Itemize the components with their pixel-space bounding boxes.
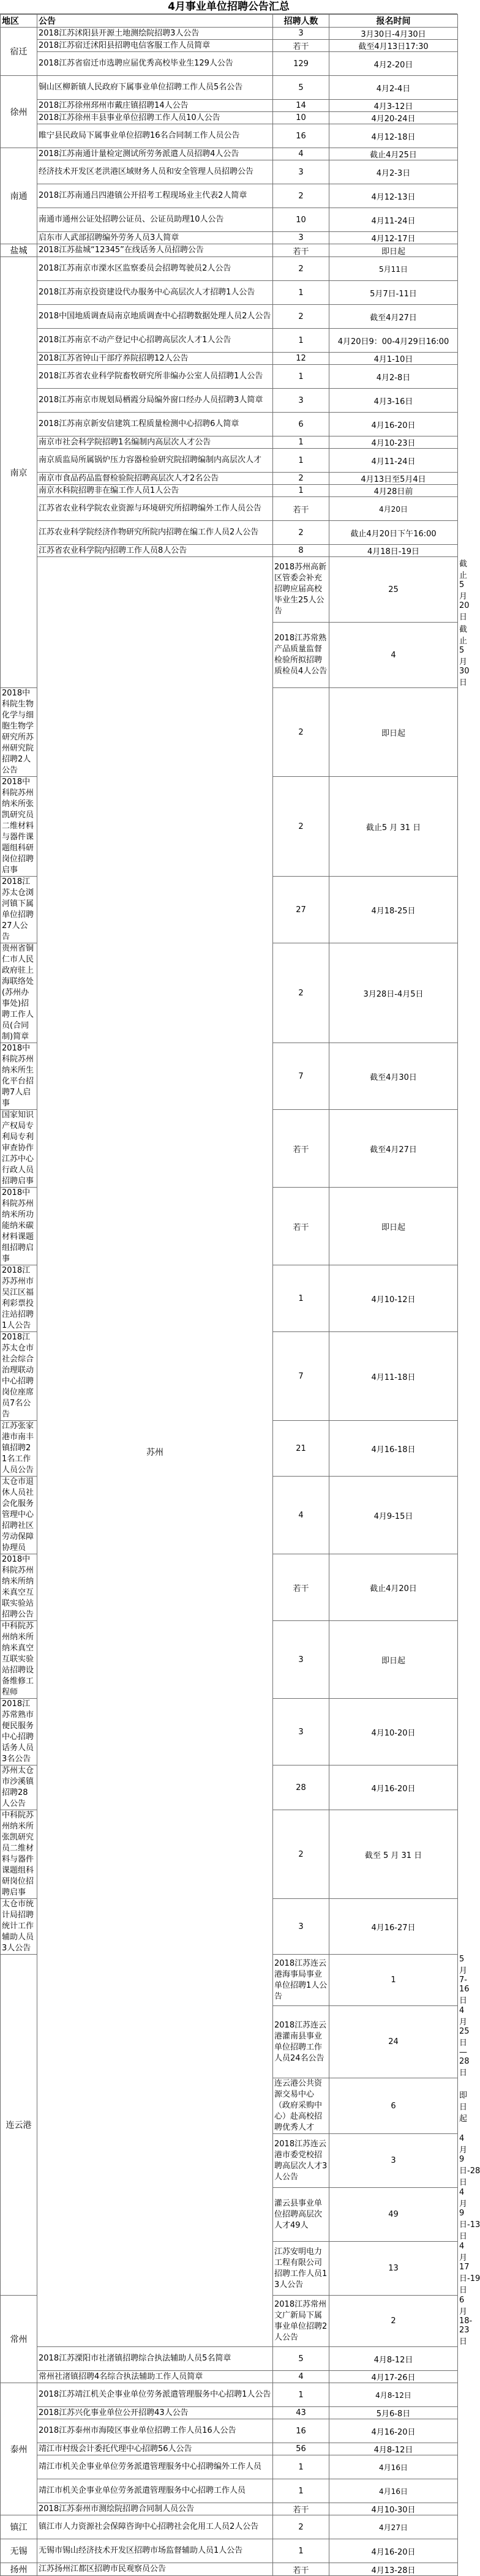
region-cell: 扬州 (1, 2563, 37, 2576)
table-row (1, 2407, 458, 2419)
notice-cell[interactable]: 中科院苏州纳米所张凯研究员二维材料与器件课题组科研岗位招聘启事 (1, 1810, 37, 1899)
time-cell: 4月13日至5月4日 (329, 473, 458, 485)
time-cell: 4月10-30日 (329, 2503, 458, 2515)
count-cell: 若干 (273, 1188, 329, 1265)
time-cell: 截至 5 月 31 日 (329, 1810, 458, 1899)
count-cell: 4 (273, 1477, 329, 1554)
table-row (1, 124, 458, 148)
count-cell: 1 (273, 365, 329, 389)
count-cell: 4 (273, 2371, 329, 2383)
count-cell: 3 (273, 160, 329, 184)
count-cell: 3 (273, 28, 329, 40)
count-cell: 14 (273, 100, 329, 112)
table-row (1, 305, 458, 329)
notice-cell[interactable]: 2018江苏连云港市委党校招聘高层次人才3人公告 (273, 2134, 329, 2188)
time-cell: 截至4月13日17:30 (329, 40, 458, 52)
notice-cell[interactable]: 江苏安明电力工程有限公司招聘工作人员13人公告 (273, 2242, 329, 2296)
time-cell: 截至4月27日 (329, 1110, 458, 1188)
time-cell: 4月13-28日 (329, 2563, 458, 2576)
notice-cell[interactable]: 2018江苏泰州市测绘院招聘合同制人员公告 (37, 2503, 273, 2515)
notice-cell[interactable]: 无锡市锡山经济技术开发区招聘市场监督辅助人员1人公告 (37, 2539, 273, 2563)
count-cell: 3 (273, 1699, 329, 1765)
count-cell: 若干 (273, 497, 329, 521)
notice-cell[interactable]: 常州社渚镇招聘4名综合执法辅助工作人员简章 (37, 2371, 273, 2383)
notice-cell[interactable]: 国家知识产权局专利局专利审查协作江苏中心行政人员招聘启事 (1, 1110, 37, 1188)
notice-cell[interactable]: 2018江苏沭阳县开源土地测绘院招聘3人公告 (37, 28, 273, 40)
region-cell: 常州 (1, 2296, 37, 2383)
table-row (1, 413, 458, 436)
time-cell: 截止4月20日下午16:00 (329, 521, 458, 545)
time-cell: 4月11-24日 (329, 208, 458, 232)
time-cell: 3月28日-4月5日 (329, 943, 458, 1043)
count-cell: 10 (273, 208, 329, 232)
region-cell: 苏州 (37, 557, 273, 2347)
notice-cell[interactable]: 2018江苏苏州市吴江区福利彩票投注站招聘1人公告 (1, 1265, 37, 1332)
time-cell: 4月11-24日 (329, 449, 458, 473)
notice-cell[interactable]: 2018江苏省宿迁市选聘应届优秀高校毕业生129人公告 (37, 52, 273, 76)
table-row (1, 76, 458, 100)
count-cell: 3 (273, 1621, 329, 1699)
table-row (1, 2479, 458, 2503)
table-row (1, 244, 458, 257)
table-row (1, 521, 458, 545)
table-row (1, 28, 458, 40)
time-cell: 4月20日 (329, 497, 458, 521)
time-cell: 4月16-27日 (329, 1899, 458, 1955)
table-row (1, 184, 458, 208)
table-row: 常州 2018江苏常州文广新局下属事业单位招聘2人公告 2 6月18-23日 (1, 2296, 458, 2347)
count-cell: 3 (273, 1899, 329, 1955)
table-header-row (1, 15, 458, 28)
notice-cell[interactable]: 江苏扬州江都区招聘市民观察员公告 (37, 2563, 273, 2576)
table-row: 2018江苏连云港灌南县事业单位招聘工作人员24名公告 24 4月25日—28日 (1, 2006, 458, 2078)
time-cell: 4月12-18日 (329, 124, 458, 148)
notice-cell[interactable]: 贵州省铜仁市人民政府驻上海联络处(苏州办事处)招聘工作人员(合同制)简章 (1, 943, 37, 1043)
time-cell: 4月10-20日 (329, 1699, 458, 1765)
count-cell: 6 (329, 2078, 458, 2134)
count-cell: 2 (273, 521, 329, 545)
count-cell: 49 (329, 2188, 458, 2242)
time-cell: 截止4月20日 (329, 1554, 458, 1621)
table-row (1, 545, 458, 557)
table-row (1, 2371, 458, 2383)
table-row (1, 449, 458, 473)
table-row (1, 160, 458, 184)
notice-cell[interactable]: 2018江苏连云港灌南县事业单位招聘工作人员24名公告 (273, 2006, 329, 2078)
time-cell: 4月16日 (329, 2479, 458, 2503)
count-cell: 3 (273, 389, 329, 413)
count-cell: 43 (273, 2407, 329, 2419)
time-cell: 截至4月27日 (329, 305, 458, 329)
notice-cell[interactable]: 2018江苏溧阳市社渚镇招聘综合执法辅助人员5名简章 (37, 2347, 273, 2371)
notice-cell[interactable]: 2018江苏常熟产品质量监督检验所拟招聘质检员4人公告 (273, 623, 329, 688)
count-cell: 12 (273, 353, 329, 365)
notice-cell[interactable]: 太仓市统计局招聘统计工作辅助人员3人公告 (1, 1899, 37, 1955)
notice-cell[interactable]: 2018江苏泰州市海陵区事业单位招聘工作人员16人公告 (37, 2419, 273, 2443)
count-cell: 13 (329, 2242, 458, 2296)
count-cell: 4 (329, 623, 458, 688)
notice-cell[interactable]: 靖江市机关企事业单位劳务派遣管理服务中心招聘工作人员 (37, 2479, 273, 2503)
count-cell: 7 (273, 1043, 329, 1110)
table-row: 2018江苏常熟产品质量监督检验所拟招聘质检员4人公告 4 截止5月30日 (1, 623, 458, 688)
time-cell: 3月30日-4月30日 (329, 28, 458, 40)
notice-cell[interactable]: 2018江苏太仓浏河镇下属单位招聘27人公告 (1, 877, 37, 943)
time-cell: 4月16-20日 (329, 2419, 458, 2443)
notice-cell[interactable]: 2018江苏南通计量检定测试所劳务派遣人员招聘4人公告 (37, 148, 273, 160)
notice-cell[interactable]: 苏州太仓市沙溪镇招聘28人公告 (1, 1765, 37, 1810)
table-row: 连云港 2018江苏连云港海事局事业单位招聘1人公告 1 5月7-16日 (1, 1955, 458, 2006)
notice-cell[interactable]: 靖江市机关企事业单位劳务派遣管理服务中心招聘编外工作人员 (37, 2455, 273, 2479)
notice-cell[interactable]: 2018中科院苏州纳米所功能纳米碳材料课题组招聘启事 (1, 1188, 37, 1265)
count-cell: 1 (273, 1265, 329, 1332)
count-cell: 若干 (273, 244, 329, 257)
notice-cell[interactable]: 太仓市退休人员社会化服务管理中心招聘社区劳动保障协理员 (1, 1477, 37, 1554)
table-row (1, 2539, 458, 2563)
notice-cell[interactable]: 2018江苏盐城“12345”在线话务人员招聘公告 (37, 244, 273, 257)
notice-cell[interactable]: 2018江苏宿迁沭阳县招聘电信客服工作人员简章 (37, 40, 273, 52)
time-cell: 4月8-12日 (329, 2383, 458, 2407)
count-cell: 6 (273, 413, 329, 436)
table-row (1, 208, 458, 232)
count-cell: 10 (273, 112, 329, 124)
notice-cell[interactable]: 江苏省农业科学院内招聘工作人员8人公告 (37, 545, 273, 557)
count-cell: 2 (273, 777, 329, 877)
notice-cell[interactable]: 2018江苏省农业科学院畜牧研究所非编办公室人员招聘1人公告 (37, 365, 273, 389)
table-row (1, 100, 458, 112)
time-cell: 4月20-24日 (329, 112, 458, 124)
table-row (1, 40, 458, 52)
time-cell: 即日起 (329, 244, 458, 257)
table-row (1, 148, 458, 160)
region-cell: 宿迁 (1, 28, 37, 76)
notice-cell[interactable]: 南京市社会科学院招聘1名编制内高层次人才公告 (37, 436, 273, 449)
count-cell: 若干 (273, 1554, 329, 1621)
count-cell: 1 (273, 2479, 329, 2503)
table-row (1, 281, 458, 305)
table-row: 苏州 2018苏州高新区管委会补充招聘应届高校毕业生25人公告 25 截止5月20日 (1, 557, 458, 623)
region-cell: 徐州 (1, 76, 37, 148)
count-cell: 1 (273, 436, 329, 449)
notice-cell[interactable]: 南通市通州公证处招聘公证员、公证员助理10人公告 (37, 208, 273, 232)
notice-cell[interactable]: 南京质监局所属锅炉压力容器检验研究院招聘编制内高层次人才 (37, 449, 273, 473)
table-row (1, 2455, 458, 2479)
time-cell: 即日起 (329, 1188, 458, 1265)
count-cell: 2 (273, 2515, 329, 2539)
count-cell: 5 (273, 2347, 329, 2371)
notice-cell[interactable]: 铜山区柳新镇人民政府下属事业单位招聘工作人员5名公告 (37, 76, 273, 100)
time-cell: 4月2-20日 (329, 52, 458, 76)
count-cell: 3 (273, 232, 329, 244)
time-cell: 4月1-10日 (329, 353, 458, 365)
page-title: 4月事业单位招聘公告汇总 (0, 0, 457, 14)
time-cell: 5月7日-11日 (329, 281, 458, 305)
time-cell: 4月12-13日 (329, 184, 458, 208)
time-cell: 4月16-20日 (329, 2539, 458, 2563)
count-cell: 若干 (273, 2503, 329, 2515)
notice-cell[interactable]: 2018江苏徐州邳州市戴庄镇招聘14人公告 (37, 100, 273, 112)
count-cell: 5 (273, 76, 329, 100)
table-row (1, 112, 458, 124)
header-notice: 公告 (37, 15, 273, 28)
count-cell: 129 (273, 52, 329, 76)
count-cell: 8 (273, 545, 329, 557)
region-cell: 南京 (1, 257, 37, 688)
count-cell: 若干 (273, 1110, 329, 1188)
count-cell: 3 (329, 2134, 458, 2188)
notice-cell[interactable]: 睢宁县民政局下属事业单位招聘16名合同制工作人员公告 (37, 124, 273, 148)
time-cell: 4月12-17日 (329, 232, 458, 244)
count-cell: 若干 (273, 2563, 329, 2576)
time-cell: 即日起 (329, 1621, 458, 1699)
notice-cell[interactable]: 2018江苏省钟山干部疗养院招聘12人公告 (37, 353, 273, 365)
notice-cell[interactable]: 经济技术开发区老洪港区域财务人员和安全管理人员招聘公告 (37, 160, 273, 184)
table-row (1, 52, 458, 76)
notice-cell[interactable]: 2018江苏连云港海事局事业单位招聘1人公告 (273, 1955, 329, 2006)
table-row (1, 2347, 458, 2371)
time-cell: 4月10-12日 (329, 1265, 458, 1332)
count-cell: 56 (273, 2443, 329, 2455)
count-cell: 1 (273, 2455, 329, 2479)
table-body (1, 28, 480, 2576)
notice-cell[interactable]: 2018苏州高新区管委会补充招聘应届高校毕业生25人公告 (273, 557, 329, 623)
count-cell: 24 (329, 2006, 458, 2078)
notice-cell[interactable]: 江苏张家港市南丰镇招聘21名工作人员公告 (1, 1421, 37, 1477)
region-cell: 南通 (1, 148, 37, 244)
time-cell: 4月27日 (329, 2515, 458, 2539)
table-row (1, 329, 458, 353)
count-cell: 1 (273, 2383, 329, 2407)
notice-cell[interactable]: 南京市食品药品监督检验院招聘高层次人才2名公告 (37, 473, 273, 485)
notice-cell[interactable]: 2018中科院苏州纳米所纳米真空互联实验站招聘公告 (1, 1554, 37, 1621)
time-cell: 4月11-18日 (329, 1332, 458, 1421)
count-cell: 2 (273, 943, 329, 1043)
table-row (1, 497, 458, 521)
time-cell: 4月20日9：00-4月29日16:00 (329, 329, 458, 353)
region-cell: 镇江 (1, 2515, 37, 2539)
time-cell: 4月8-12日 (329, 2443, 458, 2455)
time-cell: 4月18日-19日 (329, 545, 458, 557)
region-cell: 连云港 (1, 1955, 37, 2296)
table-row: 2018江苏连云港市委党校招聘高层次人才3人公告 3 4月9日-28日 (1, 2134, 458, 2188)
notice-cell[interactable]: 2018江苏徐州丰县事业单位招聘工作人员10人公告 (37, 112, 273, 124)
table-row (1, 232, 458, 244)
count-cell: 2 (273, 1810, 329, 1899)
count-cell: 16 (273, 2419, 329, 2443)
table-row (1, 436, 458, 449)
time-cell: 4月16-20日 (329, 1765, 458, 1810)
notice-cell[interactable]: 2018江苏南京不动产登记中心招聘高层次人才1人公告 (37, 329, 273, 353)
count-cell: 16 (273, 124, 329, 148)
table-row (1, 2503, 458, 2515)
notice-cell[interactable]: 靖江市村级会计委托代理中心招聘56人公告 (37, 2443, 273, 2455)
notice-cell[interactable]: 中科院苏州纳米所纳米真空互联实验站招聘设备维修工程师 (1, 1621, 37, 1699)
time-cell: 截至4月30日 (329, 1043, 458, 1110)
region-cell: 无锡 (1, 2539, 37, 2563)
table-row: 连云港公共资源交易中心（政府采购中心）赴高校招聘优秀人才 6 即日起 (1, 2078, 458, 2134)
table-row (1, 365, 458, 389)
time-cell: 4月2-3日 (329, 160, 458, 184)
notice-cell[interactable]: 南京水科院招聘非在编工作人员1人公告 (37, 485, 273, 497)
table-row: 江苏安明电力工程有限公司招聘工作人员13人公告 13 4月17日-19日 (1, 2242, 458, 2296)
table-row: 灌云县事业单位招聘高层次人才49人 49 4月9日-13日 (1, 2188, 458, 2242)
table-row (1, 2419, 458, 2443)
count-cell: 2 (329, 2296, 458, 2347)
count-cell: 若干 (273, 40, 329, 52)
time-cell: 截止5 月 31 日 (329, 777, 458, 877)
time-cell: 4月28日前 (329, 485, 458, 497)
notice-cell[interactable]: 2018中科院苏州纳米所生化平台招聘7人启事 (1, 1043, 37, 1110)
notice-cell[interactable]: 2018中国地质调查局南京地质调查中心招聘数据处理人员2人公告 (37, 305, 273, 329)
notice-cell[interactable]: 2018江苏靖江机关企事业单位劳务派遣管理服务中心招聘1人公告 (37, 2383, 273, 2407)
header-count: 招聘人数 (273, 15, 329, 28)
notice-cell[interactable]: 江苏省农业科学院农业资源与环境研究所招聘编外工作人员公告 (37, 497, 273, 521)
table-row (1, 389, 458, 413)
header-time: 报名时间 (329, 15, 458, 28)
table-row (1, 2383, 458, 2407)
header-region: 地区 (1, 15, 37, 28)
region-cell: 泰州 (1, 2383, 37, 2515)
count-cell: 2 (273, 688, 329, 777)
notice-cell[interactable]: 2018江苏南京市溧水区监察委员会招聘驾驶员2人公告 (37, 257, 273, 281)
time-cell: 4月16-18日 (329, 1421, 458, 1477)
notice-cell[interactable]: 2018江苏南通吕四港镇公开招考工程现场业主代表2人简章 (37, 184, 273, 208)
table-row (1, 2563, 458, 2576)
count-cell: 2 (273, 257, 329, 281)
table-row (1, 473, 458, 485)
notice-cell[interactable]: 镇江市人力资源社会保障咨询中心招聘社会化用工人员2人公告 (37, 2515, 273, 2539)
notice-cell[interactable]: 连云港公共资源交易中心（政府采购中心）赴高校招聘优秀人才 (273, 2078, 329, 2134)
count-cell: 4 (273, 148, 329, 160)
time-cell: 4月9-15日 (329, 1477, 458, 1554)
notice-cell[interactable]: 启东市人武部招聘编外劳务人员3人简章 (37, 232, 273, 244)
table-row (1, 353, 458, 365)
time-cell: 4月2-8日 (329, 365, 458, 389)
notice-cell[interactable]: 2018中科院生物化学与细胞生物学研究所苏州研究院招聘2人公告 (1, 688, 37, 777)
count-cell: 1 (273, 281, 329, 305)
table-row (1, 485, 458, 497)
region-cell: 盐城 (1, 244, 37, 257)
time-cell: 5月11日 (329, 257, 458, 281)
time-cell: 4月3-16日 (329, 389, 458, 413)
count-cell: 1 (273, 449, 329, 473)
notice-cell[interactable]: 江苏农业科学院经济作物研究所院内招聘在编工作人员2人公告 (37, 521, 273, 545)
table-row (1, 257, 458, 281)
table-row (1, 2515, 458, 2539)
notice-cell[interactable]: 灌云县事业单位招聘高层次人才49人 (273, 2188, 329, 2242)
time-cell: 5月6-8日 (329, 2407, 458, 2419)
count-cell: 27 (273, 877, 329, 943)
time-cell: 截止4月25日 (329, 148, 458, 160)
time-cell: 4月16日 (329, 2455, 458, 2479)
announcement-table (0, 14, 480, 2576)
count-cell: 28 (273, 1765, 329, 1810)
count-cell: 1 (329, 1955, 458, 2006)
time-cell: 4月10-23日 (329, 436, 458, 449)
count-cell: 2 (273, 473, 329, 485)
time-cell: 4月18-25日 (329, 877, 458, 943)
time-cell: 即日起 (329, 688, 458, 777)
time-cell: 4月16-20日 (329, 413, 458, 436)
notice-cell[interactable]: 2018江苏常熟市便民服务中心招聘话务人员3名公告 (1, 1699, 37, 1765)
count-cell: 21 (273, 1421, 329, 1477)
notice-cell[interactable]: 2018江苏常州文广新局下属事业单位招聘2人公告 (273, 2296, 329, 2347)
notice-cell[interactable]: 2018江苏南京投资建设代办服务中心高层次人才招聘1人公告 (37, 281, 273, 305)
notice-cell[interactable]: 2018江苏太仓市社会综合治理联动中心招聘岗位座席员7名公告 (1, 1332, 37, 1421)
table-row (1, 2443, 458, 2455)
count-cell: 2 (273, 305, 329, 329)
count-cell: 25 (329, 557, 458, 623)
notice-cell[interactable]: 2018中科院苏州纳米所张凯研究员二维材料与器件课题组科研岗位招聘启事 (1, 777, 37, 877)
notice-cell[interactable]: 2018江苏兴化事业单位公开招聘43人公告 (37, 2407, 273, 2419)
count-cell: 1 (273, 485, 329, 497)
count-cell: 1 (273, 2539, 329, 2563)
time-cell: 4月2-4日 (329, 76, 458, 100)
count-cell: 7 (273, 1332, 329, 1421)
notice-cell[interactable]: 2018江苏南京新安信建筑工程质量检测中心招聘6人简章 (37, 413, 273, 436)
time-cell: 4月17-26日 (329, 2371, 458, 2383)
notice-cell[interactable]: 2018江苏南京市规划局栖霞分局编外窗口经办人员招聘3人简章 (37, 389, 273, 413)
time-cell: 4月8-12日 (329, 2347, 458, 2371)
time-cell: 4月3-12日 (329, 100, 458, 112)
count-cell: 1 (273, 329, 329, 353)
count-cell: 2 (273, 184, 329, 208)
